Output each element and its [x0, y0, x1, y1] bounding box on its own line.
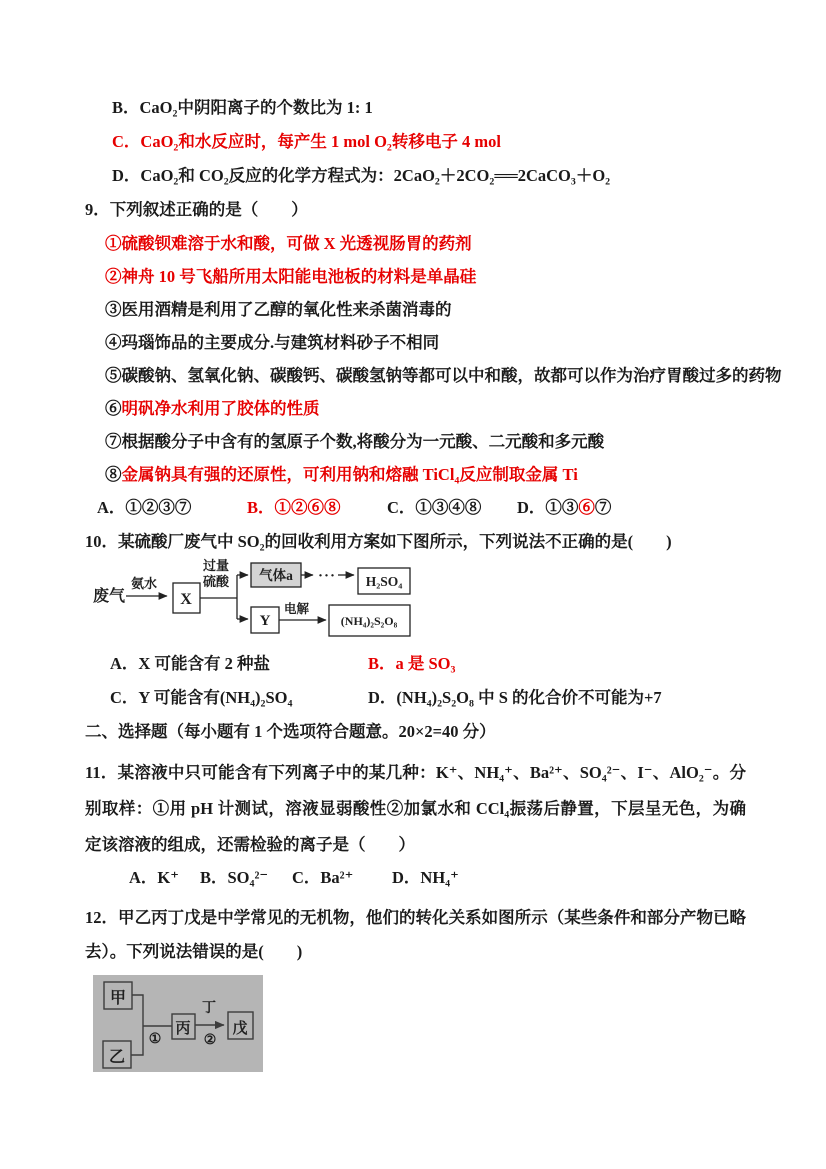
electrolysis-label: 电解: [284, 602, 310, 616]
box-yi-label: 乙: [108, 1049, 126, 1066]
transformation-diagram: [93, 975, 263, 1072]
q8-option-d: D．CaO₂和 CO₂反应的化学方程式为：2CaO₂＋2CO₂══2CaCO₃＋O₂: [112, 166, 611, 185]
q12-stem: 12．甲乙丙丁戊是中学常见的无机物，他们的转化关系如图所示（某些条件和部分产物已略去）。下列说法错误的是( ): [85, 908, 746, 961]
q8-option-b: B．CaO₂中阴阳离子的个数比为 1: 1: [112, 98, 373, 117]
q9-answer-d: [517, 498, 611, 517]
q11-option-c: C．Ba²⁺: [292, 868, 354, 887]
step1-label: ①: [148, 1032, 162, 1047]
q10-option-c: C．Y 可能含有(NH₄)₂SO₄: [110, 688, 293, 707]
q10-option-b: B．a 是 SO₃: [368, 654, 456, 673]
waste-gas-label: 废气: [93, 588, 126, 605]
q9-answer-d-post: ⑦: [594, 498, 612, 517]
q9-answer-c: C．①③④⑧: [387, 498, 482, 517]
q11-option-b: B．SO₄²⁻: [200, 868, 269, 887]
q9-item-1: ①硫酸钡难溶于水和酸，可做 X 光透视肠胃的药剂: [105, 234, 472, 253]
q9-answer-d-pre: D．①③: [517, 498, 579, 517]
q9-answer-a: A．①②③⑦: [97, 498, 192, 517]
q9-stem: 9．下列叙述正确的是（ ）: [85, 200, 308, 219]
q11-option-d: D．NH₄⁺: [392, 868, 459, 887]
q9-answer-b: B．①②⑥⑧: [247, 498, 341, 517]
q9-item-7: ⑦根据酸分子中含有的氢原子个数,将酸分为一元酸、二元酸和多元酸: [105, 432, 605, 451]
q9-item-3: ③医用酒精是利用了乙醇的氧化性来杀菌消毒的: [105, 300, 452, 319]
section-2-header: 二、选择题（每小题有 1 个选项符合题意。20×2=40 分）: [85, 722, 496, 741]
q10-options-row-1: [110, 653, 746, 674]
q8-option-c: C．CaO₂和水反应时，每产生 1 mol O₂转移电子 4 mol: [112, 132, 501, 151]
box-bing-label: 丙: [175, 1021, 191, 1037]
q11-stem: 11．某溶液中只可能含有下列离子中的某几种：K⁺、NH₄⁺、Ba²⁺、SO₄²⁻、I⁻、AlO₂⁻。分别取样：①用 pH 计测试，溶液显弱酸性②加氯水和 CCl₄振荡后静置，下层呈无色，为确定该溶液的组成，还需检验的离子是（ ）: [85, 763, 746, 854]
box-gas-a-label: 气体a: [259, 568, 293, 583]
q9-item-2: ②神舟 10 号飞船所用太阳能电池板的材料是单晶硅: [105, 267, 477, 286]
box-wu-label: 戊: [232, 1021, 248, 1037]
q9-answer-row: [97, 497, 746, 518]
ding-label: 丁: [202, 1001, 216, 1016]
q9-item-4: ④玛瑙饰品的主要成分.与建筑材料砂子不相同: [105, 333, 440, 352]
box-h2so4-label: H₂SO₄: [365, 574, 403, 589]
q10-stem: 10．某硫酸厂废气中 SO₂的回收利用方案如下图所示，下列说法不正确的是( ): [85, 532, 672, 551]
q9-item-5: ⑤碳酸钠、氢氧化钠、碳酸钙、碳酸氢钠等都可以中和酸，故都可以作为治疗胃酸过多的药物: [105, 366, 782, 385]
step2-label: ②: [203, 1033, 217, 1048]
q10-options-row-2: [110, 687, 746, 708]
q9-item-8: [105, 464, 746, 485]
q10-option-d: D．(NH₄)₂S₂O₈ 中 S 的化合价不可能为+7: [368, 688, 662, 707]
excess-acid-label-1: 过量: [203, 558, 230, 573]
box-x-label: X: [180, 591, 192, 608]
q9-item-6: [105, 398, 746, 419]
q11-options-row: [129, 867, 746, 888]
q10-option-a: A．X 可能含有 2 种盐: [110, 654, 270, 673]
ammonia-label: 氨水: [131, 576, 158, 591]
q9-item-8-number: ⑧: [105, 465, 122, 484]
so2-recovery-flow-diagram: [87, 555, 417, 647]
box-jia-label: 甲: [109, 990, 127, 1007]
q9-item-8-text: 金属钠具有强的还原性，可利用钠和熔融 TiCl₄反应制取金属 Ti: [121, 465, 578, 484]
q9-answer-d-red: ⑥: [578, 498, 595, 517]
q11-option-a: A．K⁺: [129, 868, 179, 887]
ellipsis-dots: ···: [318, 568, 337, 584]
q9-item-6-text: 明矾净水利用了胶体的性质: [121, 399, 320, 418]
excess-acid-label-2: 硫酸: [203, 574, 230, 589]
q9-item-6-number: ⑥: [105, 399, 122, 418]
box-product-label: (NH₄)₂S₂O₈: [340, 614, 398, 628]
box-y-label: Y: [259, 613, 271, 629]
